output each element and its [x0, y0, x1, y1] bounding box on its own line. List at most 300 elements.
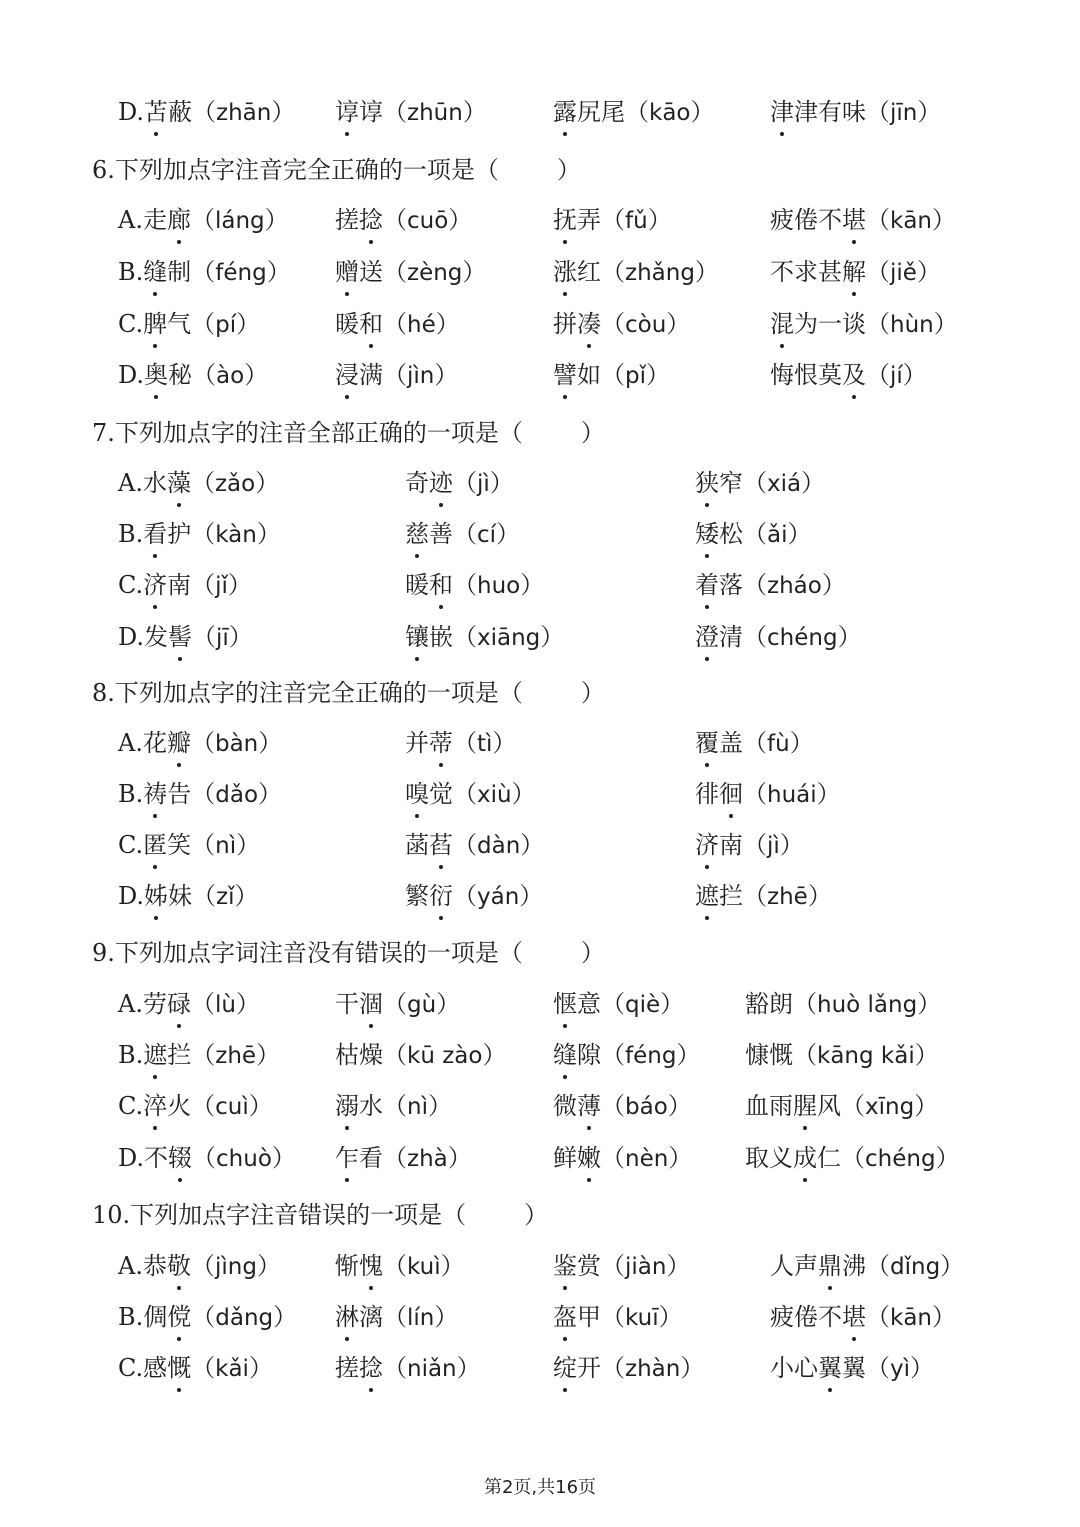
dotted-char: 姊	[144, 876, 168, 916]
paren-open: （	[453, 469, 477, 497]
char: 沸	[842, 1252, 866, 1280]
paren-open: （	[866, 310, 890, 338]
paren-close: ）	[917, 98, 942, 126]
option-row	[0, 1086, 1080, 1126]
char: 清	[719, 623, 743, 651]
paren-open: （	[190, 206, 215, 234]
option-item	[405, 825, 544, 866]
pinyin: pǐ	[625, 363, 646, 389]
paren-open: （	[191, 1354, 216, 1382]
char: 人	[770, 1252, 794, 1280]
pinyin: kān	[890, 208, 932, 234]
pinyin: kāng kǎi	[817, 1043, 915, 1069]
char: 微	[553, 1092, 577, 1120]
option-row	[0, 200, 1080, 240]
paren-close: ）	[668, 1144, 693, 1172]
pinyin: còu	[625, 312, 667, 338]
paren-close: ）	[910, 1354, 935, 1382]
option-item	[695, 723, 814, 764]
option-word	[405, 469, 453, 497]
option-item	[405, 514, 520, 555]
pinyin: huái	[767, 782, 817, 808]
paren-close: ）	[244, 361, 269, 389]
paren-close: ）	[489, 469, 514, 497]
question-text: 下列加点字注音完全正确的一项是（	[114, 156, 499, 184]
option-word	[770, 258, 866, 286]
paren-close: ）	[914, 1092, 939, 1120]
char: 告	[167, 780, 192, 808]
paren-open: （	[453, 780, 477, 808]
paren-close: ）	[837, 623, 862, 651]
paren-open: （	[383, 1354, 407, 1382]
paren-close: ）	[440, 1252, 465, 1280]
paren-close: ）	[235, 990, 260, 1018]
char: 尻	[577, 98, 601, 126]
char: 送	[359, 258, 383, 286]
char: 徘	[695, 780, 719, 808]
pinyin: ào	[216, 363, 245, 389]
char: 暖	[335, 310, 359, 338]
option-word	[770, 206, 866, 234]
paren-open: （	[191, 258, 216, 286]
dotted-char: 谆	[335, 92, 359, 132]
dotted-char: 矮	[695, 514, 719, 554]
option-row	[0, 723, 1080, 763]
option-item	[335, 355, 458, 396]
paren-close: ）	[482, 1041, 507, 1069]
paren-open: （	[191, 831, 216, 859]
paren-open: （	[192, 1144, 217, 1172]
dotted-char: 成	[793, 1138, 817, 1178]
pinyin: nì	[407, 1094, 428, 1120]
paren-open: （	[453, 571, 477, 599]
char: 取	[745, 1144, 769, 1172]
option-item	[553, 1138, 692, 1179]
paren-open: （	[841, 1092, 865, 1120]
char: 疲	[770, 206, 794, 234]
answer-bracket-close: ）	[524, 1201, 549, 1229]
option-word	[405, 520, 453, 548]
option-label: D.	[118, 98, 145, 126]
paren-close: ）	[932, 206, 956, 234]
dotted-char: 缝	[143, 252, 167, 292]
paren-open: （	[190, 1252, 215, 1280]
option-label: D.	[118, 1144, 145, 1172]
dotted-char: 髻	[168, 617, 192, 657]
paren-open: （	[383, 98, 407, 126]
char: 看	[359, 1144, 383, 1172]
char: 鲜	[553, 1144, 577, 1172]
pinyin: zhàn	[625, 1356, 681, 1382]
paren-open: （	[866, 1303, 890, 1331]
pinyin: chéng	[865, 1146, 936, 1172]
paren-open: （	[601, 1092, 625, 1120]
paren-open: （	[601, 1354, 625, 1382]
char: 走	[142, 206, 167, 234]
dotted-char: 凑	[577, 304, 601, 344]
char: 搓	[335, 206, 359, 234]
dotted-char: 覆	[695, 723, 719, 763]
option-item	[335, 1348, 481, 1389]
paren-close: ）	[234, 882, 259, 910]
char: 朗	[769, 990, 793, 1018]
pinyin: kū zào	[407, 1043, 483, 1069]
paren-close: ）	[666, 1252, 691, 1280]
option-item	[553, 984, 684, 1025]
dotted-char: 绽	[553, 1348, 577, 1388]
dotted-char: 迹	[429, 463, 453, 503]
paren-open: （	[190, 990, 215, 1018]
paren-close: ）	[647, 206, 672, 234]
option-item	[770, 92, 941, 133]
paren-open: （	[453, 623, 477, 651]
option-row	[0, 984, 1080, 1024]
dotted-char: 瓣	[167, 723, 191, 763]
paren-close: ）	[916, 258, 941, 286]
option-item	[118, 984, 260, 1025]
option-item	[770, 1297, 956, 1338]
paren-close: ）	[914, 1041, 939, 1069]
option-word	[695, 831, 743, 859]
option-label: D.	[118, 623, 145, 651]
option-item	[118, 1035, 280, 1076]
option-word	[553, 1354, 601, 1382]
option-item	[335, 1246, 465, 1287]
paren-open: （	[192, 623, 217, 651]
option-item	[118, 355, 268, 396]
pinyin: zhūn	[407, 100, 463, 126]
paren-open: （	[601, 1303, 625, 1331]
paren-open: （	[743, 520, 767, 548]
option-word	[143, 469, 191, 497]
pinyin: lù	[214, 992, 236, 1018]
pinyin: bàn	[214, 731, 259, 757]
pinyin: zhān	[216, 100, 272, 126]
option-label: B.	[118, 520, 144, 548]
option-item	[118, 565, 252, 606]
option-word	[553, 258, 601, 286]
dotted-char: 乍	[335, 1138, 359, 1178]
option-row	[0, 463, 1080, 503]
option-word	[335, 1092, 383, 1120]
dotted-char: 嗅	[405, 774, 429, 814]
paren-close: ）	[227, 571, 252, 599]
dotted-char: 和	[359, 304, 383, 344]
dotted-char: 盔	[553, 1297, 577, 1337]
option-row	[0, 876, 1080, 916]
char: 疲	[770, 1303, 794, 1331]
option-row	[0, 1348, 1080, 1388]
dotted-char: 缝	[553, 1035, 577, 1075]
paren-close: ）	[520, 571, 545, 599]
paren-open: （	[743, 469, 767, 497]
dotted-char: 惬	[553, 984, 577, 1024]
pinyin: niǎn	[407, 1356, 457, 1382]
option-label: B.	[118, 780, 144, 808]
option-item	[118, 514, 281, 555]
option-item	[335, 252, 486, 293]
option-row	[0, 774, 1080, 814]
pinyin: jī	[216, 625, 229, 651]
char: 不	[818, 206, 842, 234]
option-item	[335, 984, 460, 1025]
option-item	[695, 463, 825, 504]
paren-close: ）	[940, 1252, 965, 1280]
paren-close: ）	[660, 990, 685, 1018]
option-item	[118, 1348, 273, 1389]
paren-open: （	[743, 571, 767, 599]
char: 拦	[719, 882, 743, 910]
char: 气	[167, 310, 192, 338]
char: 恭	[142, 1252, 167, 1280]
paren-close: ）	[519, 882, 544, 910]
pinyin: hùn	[890, 312, 934, 338]
option-word	[745, 1092, 841, 1120]
option-word	[335, 258, 383, 286]
paren-open: （	[192, 882, 217, 910]
paren-close: ）	[435, 310, 460, 338]
paren-open: （	[743, 780, 767, 808]
dotted-char: 藻	[167, 463, 191, 503]
dotted-char: 津	[770, 92, 794, 132]
pinyin: zháo	[767, 573, 822, 599]
dotted-char: 腥	[793, 1086, 817, 1126]
paren-open: （	[191, 1303, 216, 1331]
dotted-char: 翼	[818, 1348, 842, 1388]
paren-close: ）	[917, 990, 942, 1018]
paren-open: （	[383, 1303, 407, 1331]
paren-close: ）	[520, 831, 545, 859]
char: 暖	[405, 571, 429, 599]
dotted-char: 薄	[577, 1086, 601, 1126]
option-word	[770, 1252, 866, 1280]
char: 声	[794, 1252, 818, 1280]
paren-close: ）	[447, 1144, 472, 1172]
option-row	[0, 825, 1080, 865]
char: 发	[144, 623, 169, 651]
pinyin: tì	[477, 731, 493, 757]
option-word	[553, 98, 625, 126]
pinyin: láng	[214, 208, 265, 234]
char: 甚	[818, 258, 842, 286]
pinyin: pí	[215, 312, 237, 338]
option-label: A.	[118, 729, 143, 757]
option-row	[0, 252, 1080, 292]
answer-bracket-close: ）	[556, 156, 581, 184]
pinyin: dǎo	[215, 782, 259, 808]
paren-close: ）	[801, 469, 826, 497]
char: 一	[818, 310, 842, 338]
dotted-char: 涸	[359, 984, 383, 1024]
option-item	[695, 617, 862, 658]
option-item	[770, 1348, 934, 1389]
paren-close: ）	[658, 1303, 683, 1331]
paren-open: （	[866, 1252, 890, 1280]
option-item	[553, 1086, 692, 1127]
option-item	[335, 92, 487, 133]
option-item	[118, 92, 295, 133]
answer-bracket-close: ）	[580, 939, 605, 967]
pinyin: huò lǎng	[817, 992, 918, 1018]
option-word	[770, 361, 866, 389]
char: 落	[719, 571, 743, 599]
paren-close: ）	[667, 1092, 692, 1120]
option-word	[770, 310, 866, 338]
char: 豁	[745, 990, 769, 1018]
paren-close: ）	[787, 520, 812, 548]
option-word	[335, 1354, 383, 1382]
char: 红	[577, 258, 601, 286]
option-word	[143, 780, 191, 808]
option-label: B.	[118, 258, 144, 286]
option-word	[405, 780, 453, 808]
option-word	[335, 990, 383, 1018]
paren-close: ）	[935, 1144, 960, 1172]
char: 不	[144, 1144, 169, 1172]
question-text: 下列加点字注音错误的一项是（	[130, 1201, 467, 1229]
pinyin: chéng	[767, 625, 838, 651]
char: 水	[359, 1092, 383, 1120]
pinyin: fù	[767, 731, 790, 757]
option-item	[770, 304, 958, 345]
page-footer: 第2页,共16页	[483, 1477, 597, 1498]
option-row	[0, 304, 1080, 344]
option-word	[745, 1041, 793, 1069]
paren-open: （	[601, 1041, 625, 1069]
char: 劳	[142, 990, 167, 1018]
paren-close: ）	[779, 831, 804, 859]
option-label: C.	[118, 571, 144, 599]
option-word	[144, 882, 192, 910]
paren-open: （	[190, 729, 215, 757]
char: 漓	[359, 1303, 383, 1331]
option-word	[405, 571, 453, 599]
option-word	[745, 990, 793, 1018]
char: 隙	[577, 1041, 601, 1069]
paren-close: ）	[462, 258, 487, 286]
paren-close: ）	[436, 990, 461, 1018]
dotted-char: 混	[770, 304, 794, 344]
option-item	[695, 825, 804, 866]
option-item	[118, 723, 282, 764]
paren-open: （	[383, 1252, 407, 1280]
dotted-char: 奥	[144, 355, 168, 395]
option-item	[118, 463, 279, 504]
option-item	[695, 514, 811, 555]
paren-open: （	[191, 310, 216, 338]
char: 倦	[794, 1303, 818, 1331]
char: 奇	[405, 469, 429, 497]
char: 倦	[794, 206, 818, 234]
dotted-char: 堪	[842, 1297, 866, 1337]
option-item	[405, 565, 544, 606]
option-word	[695, 623, 743, 651]
paren-open: （	[383, 1041, 407, 1069]
paren-open: （	[191, 1041, 216, 1069]
char: 慷	[745, 1041, 769, 1069]
option-word	[143, 571, 191, 599]
paren-close: ）	[256, 1252, 281, 1280]
question-number: 9.	[92, 939, 115, 967]
option-word	[335, 1303, 383, 1331]
option-item	[118, 1246, 281, 1287]
char: 秘	[168, 361, 193, 389]
pinyin: hé	[407, 312, 436, 338]
pinyin: dàn	[477, 833, 521, 859]
pinyin: xiù	[477, 782, 512, 808]
option-word	[405, 831, 453, 859]
paren-open: （	[601, 990, 625, 1018]
paren-open: （	[453, 882, 477, 910]
dotted-char: 遮	[143, 1035, 167, 1075]
char: 嵌	[429, 623, 453, 651]
paren-open: （	[383, 990, 407, 1018]
pinyin: chuò	[216, 1146, 272, 1172]
option-item	[335, 200, 472, 241]
char: 笑	[167, 831, 192, 859]
option-item	[553, 355, 670, 396]
char: 制	[167, 258, 192, 286]
option-word	[695, 469, 743, 497]
question-number: 8.	[92, 679, 115, 707]
pinyin: jìn	[407, 363, 435, 389]
paren-open: （	[383, 1144, 407, 1172]
paren-open: （	[383, 206, 407, 234]
char: 甲	[577, 1303, 601, 1331]
paren-close: ）	[266, 258, 291, 286]
paren-open: （	[191, 520, 216, 548]
option-item	[405, 463, 514, 504]
char: 感	[143, 1354, 168, 1382]
option-label: C.	[118, 1354, 144, 1382]
paren-open: （	[383, 258, 407, 286]
char: 护	[167, 520, 192, 548]
option-word	[335, 1252, 383, 1280]
paren-close: ）	[807, 882, 832, 910]
pinyin: zǎo	[214, 471, 256, 497]
char: 干	[335, 990, 359, 1018]
paren-open: （	[192, 361, 217, 389]
option-word	[695, 780, 743, 808]
option-word	[335, 98, 383, 126]
char: 谆	[359, 98, 383, 126]
paren-close: ）	[273, 1303, 298, 1331]
dotted-char: 愧	[359, 1246, 383, 1286]
option-word	[335, 310, 383, 338]
char: 拼	[553, 310, 577, 338]
option-word	[335, 1144, 383, 1172]
char: 有	[818, 98, 842, 126]
option-word	[553, 1252, 601, 1280]
paren-close: ）	[680, 1354, 705, 1382]
pinyin: xiá	[767, 471, 802, 497]
char: 求	[794, 258, 818, 286]
char: 火	[167, 1092, 192, 1120]
paren-close: ）	[256, 1041, 281, 1069]
char: 雨	[769, 1092, 793, 1120]
paren-open: （	[601, 206, 625, 234]
dotted-char: 碌	[167, 984, 191, 1024]
option-word	[144, 1144, 192, 1172]
paren-close: ）	[271, 98, 296, 126]
option-item	[335, 1035, 506, 1076]
option-label: D.	[118, 882, 145, 910]
pinyin: nèn	[625, 1146, 669, 1172]
option-label: C.	[118, 1092, 144, 1120]
dotted-char: 镶	[405, 617, 429, 657]
paren-open: （	[793, 990, 817, 1018]
pinyin: zǐ	[216, 884, 235, 910]
